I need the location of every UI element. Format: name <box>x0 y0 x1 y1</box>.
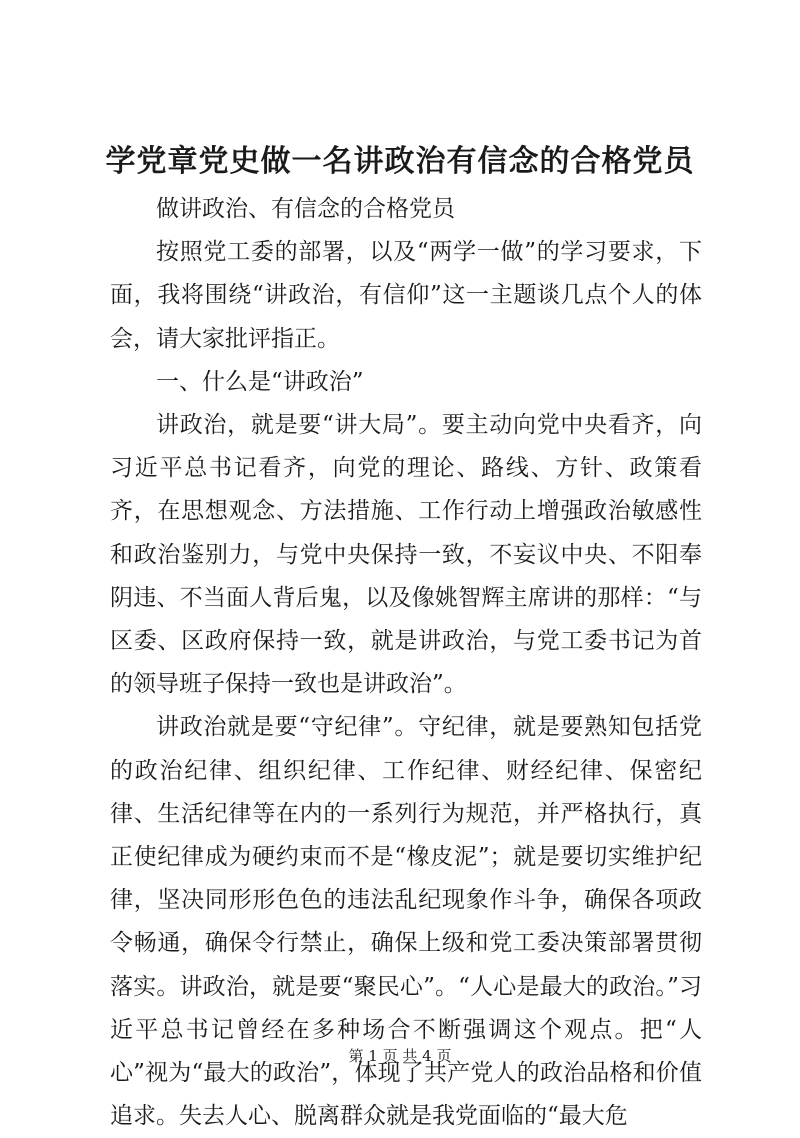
paragraph-big-picture: 讲政治，就是要“讲大局”。要主动向党中央看齐，向习近平总书记看齐，向党的理论、路线、方针、政策看齐，在思想观念、方法措施、工作行动上增强政治敏感性和政治鉴别力，与党中央保持一致，不妄议中央、不阳奉阴违、不当面人背后鬼，以及像姚智辉主席讲的那样：“与区委、区政府保持一致，就是讲政治，与党工委书记为首的领导班子保持一致也是讲政治”。 <box>110 412 702 698</box>
page-number-footer: 第 1 页 共 4 页 <box>348 1047 452 1065</box>
document-title: 学党章党史做一名讲政治有信念的合格党员 <box>105 144 695 179</box>
document-body <box>110 188 702 1138</box>
paragraph-subtitle: 做讲政治、有信念的合格党员 <box>156 196 455 222</box>
paragraph-intro: 按照党工委的部署，以及“两学一做”的学习要求，下面，我将围绕“讲政治，有信仰”这一主题谈几点个人的体会，请大家批评指正。 <box>110 239 702 352</box>
section-heading-1: 一、什么是“讲政治” <box>156 368 364 395</box>
paragraph-discipline: 讲政治就是要“守纪律”。守纪律，就是要熟知包括党的政治纪律、组织纪律、工作纪律、财经纪律、保密纪律、生活纪律等在内的一系列行为规范，并严格执行，真正使纪律成为硬约束而不是“橡皮泥”；就是要切实维护纪律，坚决同形形色色的违法乱纪现象作斗争，确保各项政令畅通，确保令行禁止，确保上级和党工委决策部署贯彻落实。讲政治，就是要“聚民心”。“人心是最大的政治。”习近平总书记曾经在多种场合不断强调这个观点。把“人心”视为“最大的政治”，体现了共产党人的政治品格和价值追求。失去人心、脱离群众就是我党面临的“最大危 <box>110 714 702 1130</box>
